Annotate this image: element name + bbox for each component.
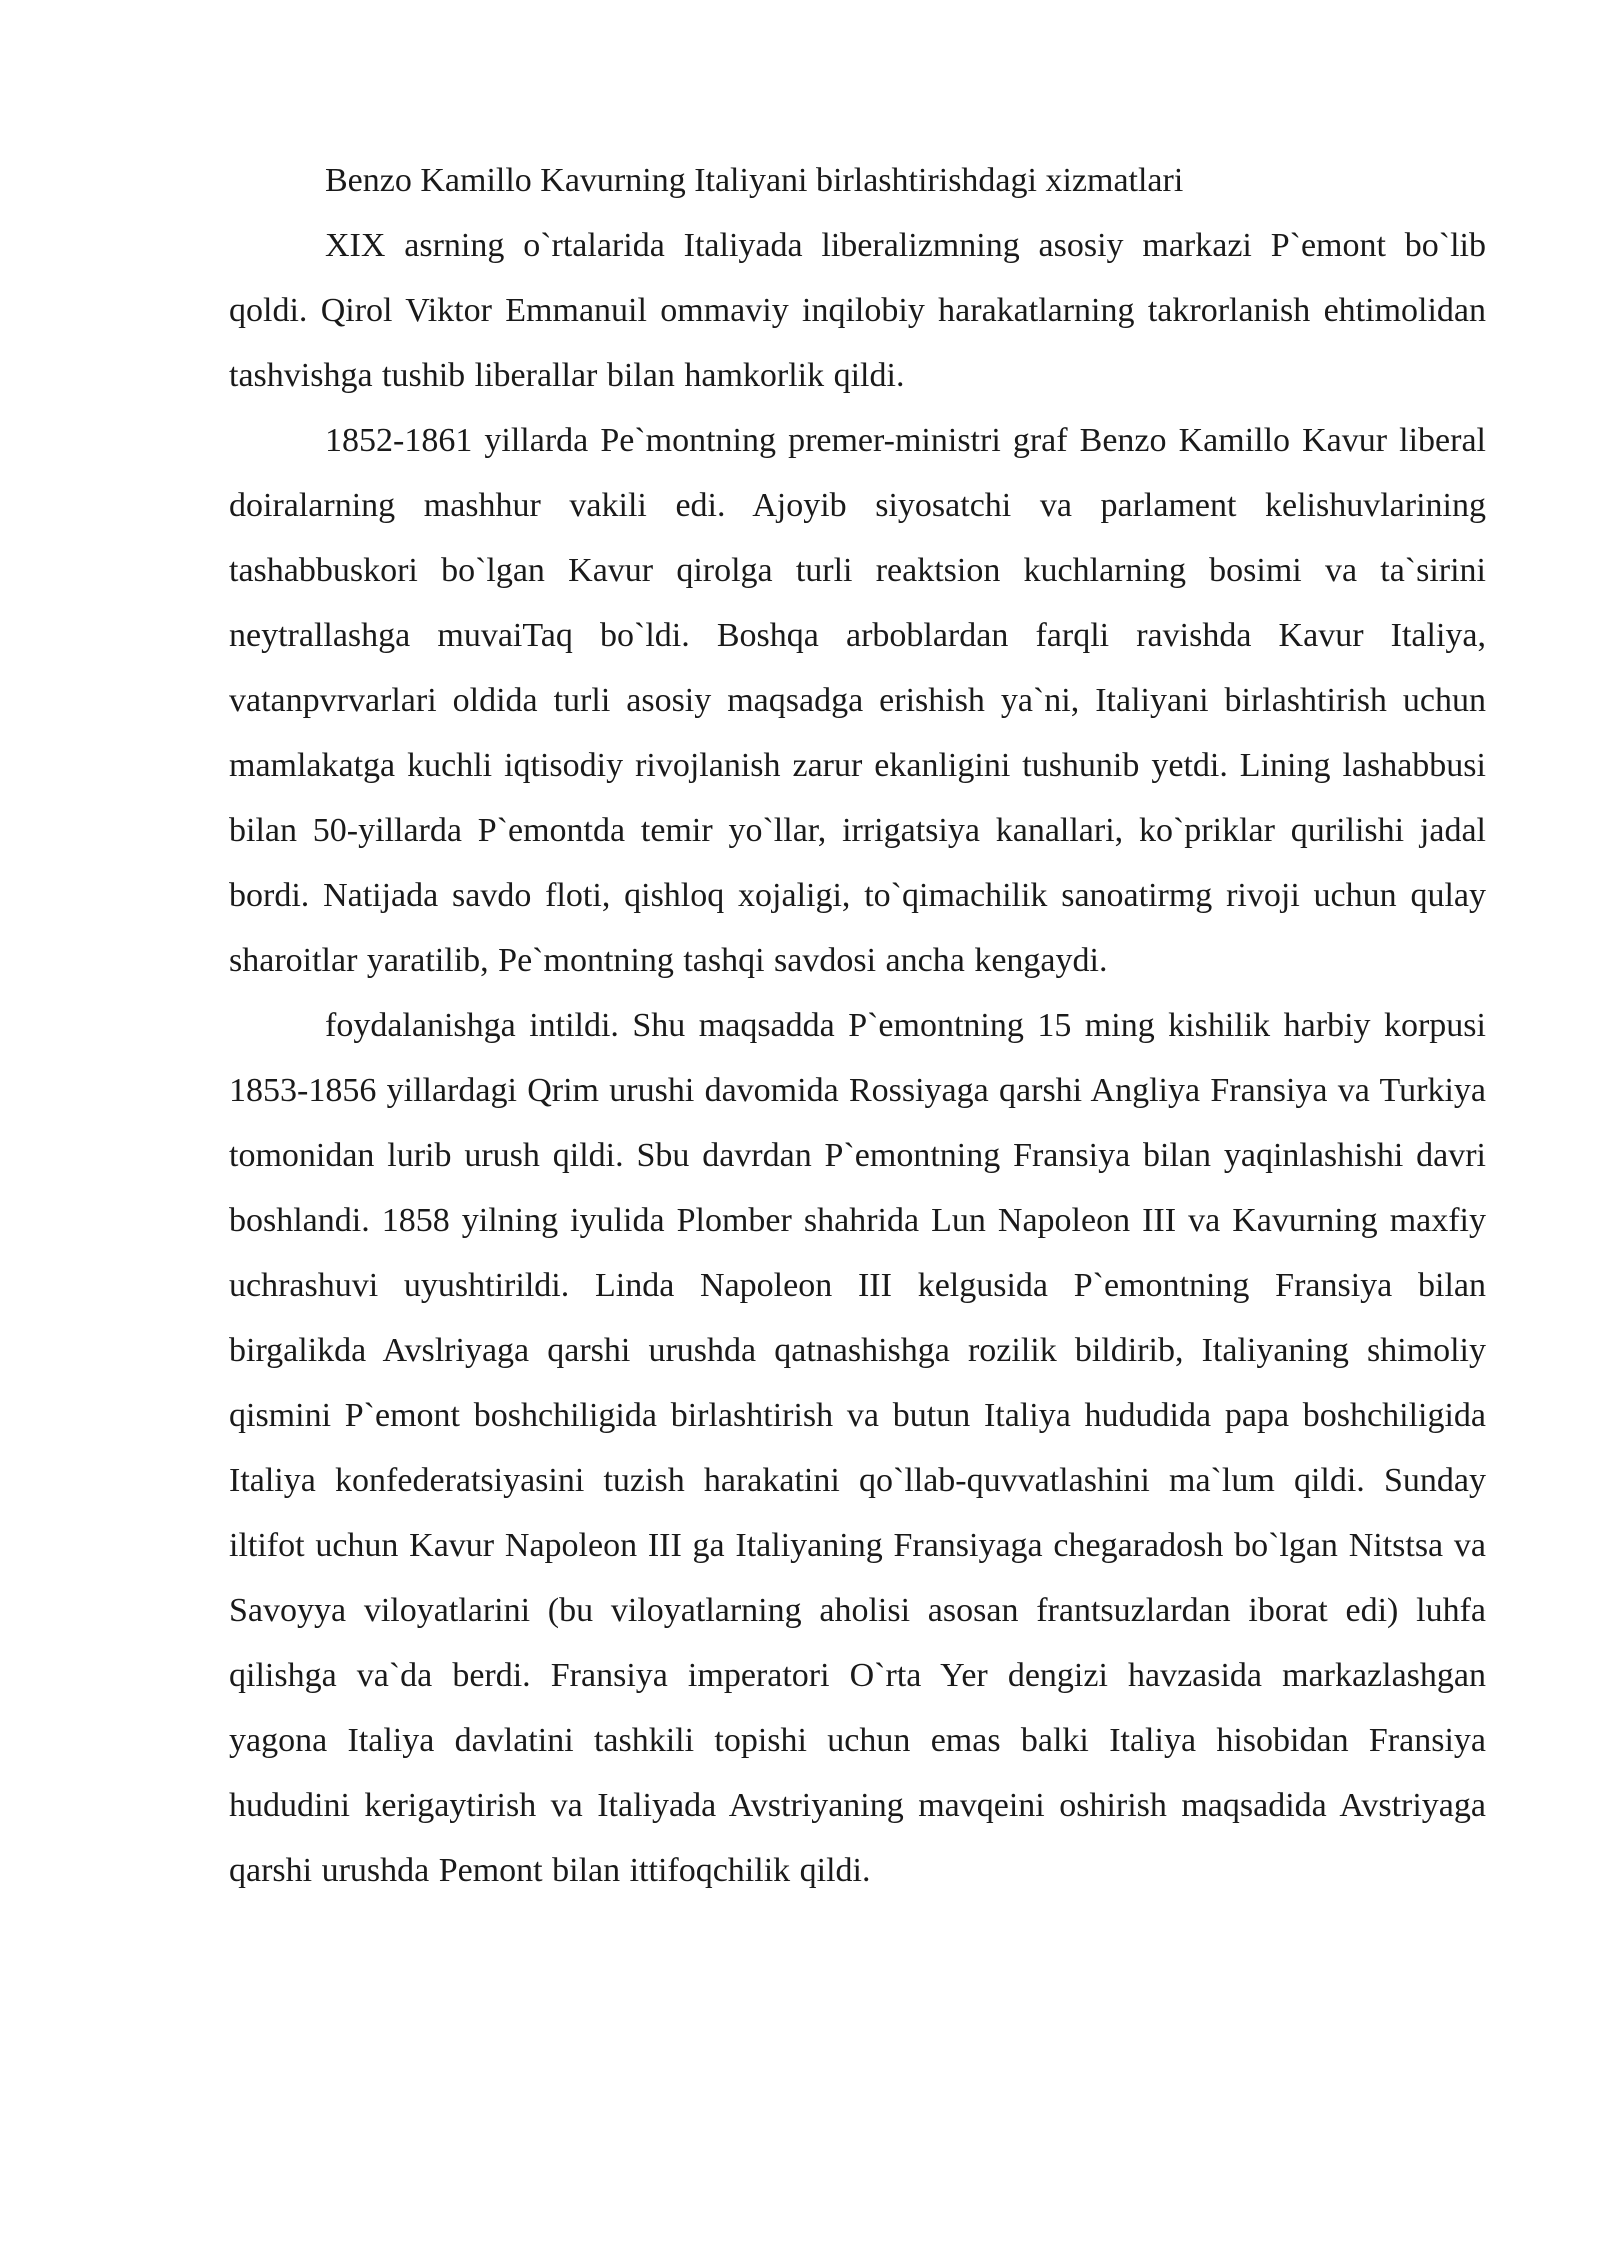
document-title: Benzo Kamillo Kavurning Italiyani birlashtirishdagi xizmatlari	[325, 162, 1184, 199]
paragraph-2: 1852-1861 yillarda Pe`montning premer-ministri graf Benzo Kamillo Kavur liberal doiralarning mashhur vakili edi. Ajoyib siyosatchi va parlament kelishuvlarining tashabbuskori bo`lgan Kavur qirolga turli reaktsion kuchlarning bosimi va ta`sirini neytrallashga muvaiTaq bo`ldi. Boshqa arboblardan farqli ravishda Kavur Italiya, vatanpvrvarlari oldida turli asosiy maqsadga erishish ya`ni, Italiyani birlashtirish uchun mamlakatga kuchli iqtisodiy rivojlanish zarur ekanligini tushunib yetdi. Lining lashabbusi bilan 50-yillarda P`emontda temir yo`llar, irrigatsiya kanallari, ko`priklar qurilishi jadal bordi. Natijada savdo floti, qishloq xojaligi, to`qimachilik sanoatirmg rivoji uchun qulay sharoitlar yaratilib, Pe`montning tashqi savdosi ancha kengaydi.	[229, 422, 1486, 979]
paragraph-3: foydalanishga intildi. Shu maqsadda P`emontning 15 ming kishilik harbiy korpusi 1853-1856 yillardagi Qrim urushi davomida Rossiyaga qarshi Angliya Fransiya va Turkiya tomonidan lurib urush qildi. Sbu davrdan P`emontning Fransiya bilan yaqinlashishi davri boshlandi. 1858 yilning iyulida Plomber shahrida Lun Napoleon III va Kavurning maxfiy uchrashuvi uyushtirildi. Linda Napoleon III kelgusida P`emontning Fransiya bilan birgalikda Avslriyaga qarshi urushda qatnashishga rozilik bildirib, Italiyaning shimoliy qismini P`emont boshchiligida birlashtirish va butun Italiya hududida papa boshchiligida Italiya konfederatsiyasini tuzish harakatini qo`llab-quvvatlashini ma`lum qildi. Sunday iltifot uchun Kavur Napoleon III ga Italiyaning Fransiyaga chegaradosh bo`lgan Nitstsa va Savoyya viloyatlarini (bu viloyatlarning aholisi asosan frantsuzlardan iborat edi) luhfa qilishga va`da berdi. Fransiya imperatori O`rta Yer dengizi havzasida markazlashgan yagona Italiya davlatini tashkili topishi uchun emas balki Italiya hisobidan Fransiya hududini kerigaytirish va Italiyada Avstriyaning mavqeini oshirish maqsadida Avstriyaga qarshi urushda Pemont bilan ittifoqchilik qildi.	[229, 1007, 1486, 1889]
paragraph-1: XIX asrning o`rtalarida Italiyada liberalizmning asosiy markazi P`emont bo`lib qoldi. Qirol Viktor Emmanuil ommaviy inqilobiy harakatlarning takrorlanish ehtimolidan tashvishga tushib liberallar bilan hamkorlik qildi.	[229, 227, 1486, 394]
document-body	[229, 148, 1486, 1903]
